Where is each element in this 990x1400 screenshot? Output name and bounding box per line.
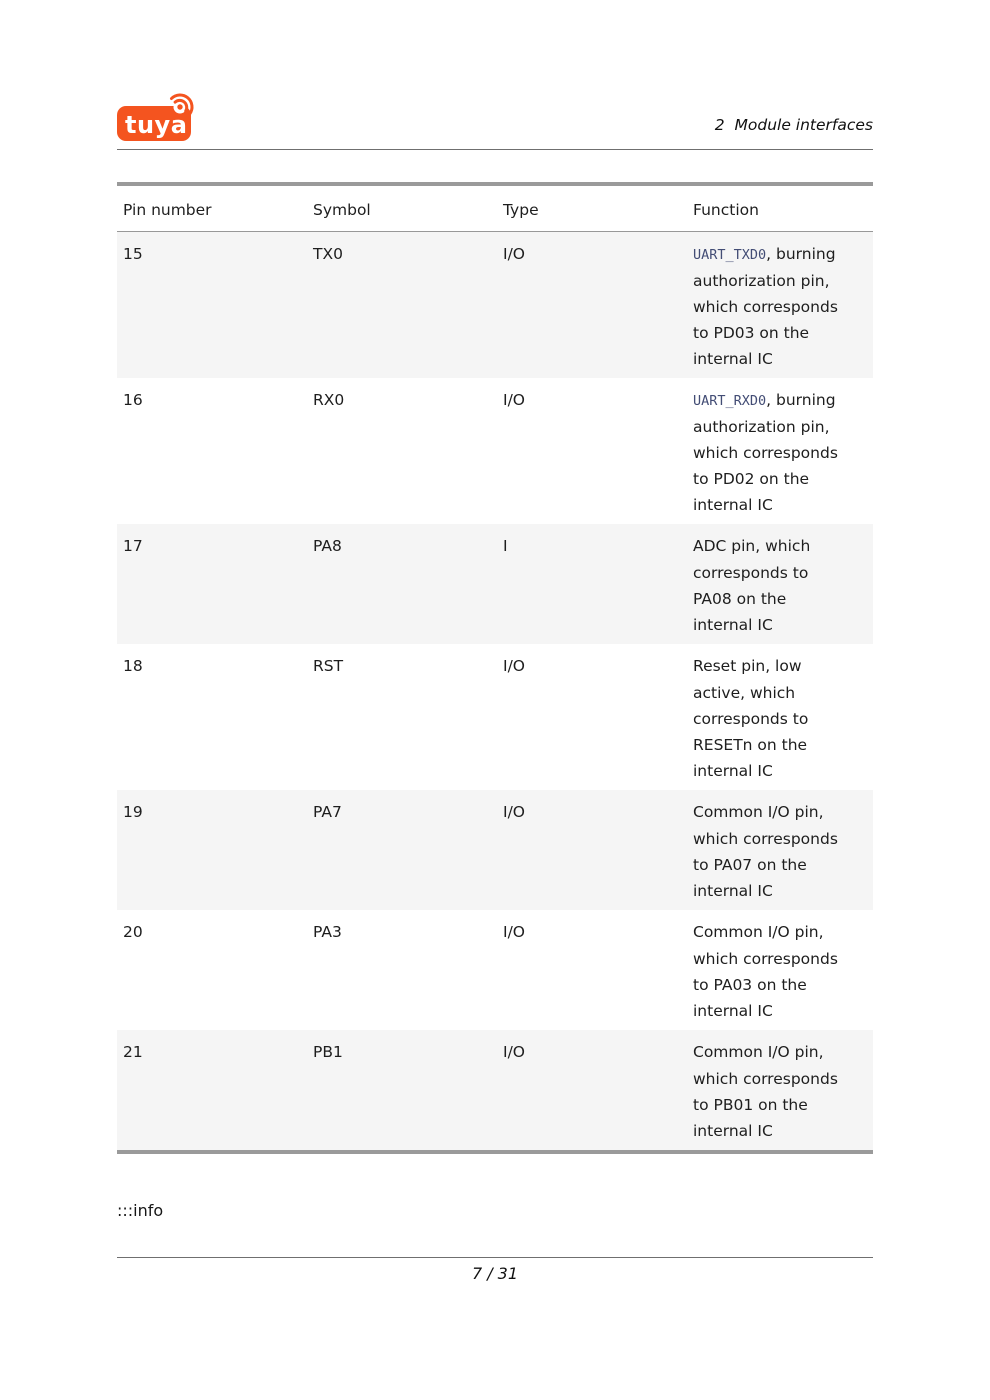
header-row <box>117 184 873 232</box>
function-text: Reset pin, low active, which corresponds to RESETn on the internal IC <box>693 657 809 780</box>
logo-wordmark: tuya <box>125 111 188 139</box>
pin-definition-table <box>117 182 873 1154</box>
tuya-logo <box>117 96 199 142</box>
type-cell: I/O <box>503 391 525 409</box>
type-cell: I <box>503 537 508 555</box>
table-row-pin-16 <box>117 378 873 524</box>
code-span: UART_TXD0 <box>693 247 767 263</box>
symbol-cell: RST <box>313 657 344 675</box>
type-cell: I/O <box>503 657 525 675</box>
column-header-function: Function <box>687 184 873 232</box>
document-header <box>117 0 873 150</box>
pin-cell: 21 <box>123 1043 143 1061</box>
pin-cell: 20 <box>123 923 143 941</box>
function-cell <box>687 1030 873 1152</box>
symbol-cell: TX0 <box>313 245 343 263</box>
column-header-type: Type <box>497 184 687 232</box>
symbol-cell: PA8 <box>313 537 342 555</box>
table-body <box>117 232 873 1153</box>
table-row-pin-21 <box>117 1030 873 1152</box>
function-text: , burning authorization pin, which corresponds to PD02 on the internal IC <box>693 391 838 514</box>
symbol-cell: PB1 <box>313 1043 343 1061</box>
page-footer <box>117 1257 873 1283</box>
function-text: Common I/O pin, which corresponds to PA03 on the internal IC <box>693 923 838 1020</box>
type-cell: I/O <box>503 923 525 941</box>
function-text: ADC pin, which corresponds to PA08 on the internal IC <box>693 537 811 634</box>
function-text: Common I/O pin, which corresponds to PA07 on the internal IC <box>693 803 838 900</box>
symbol-cell: PA3 <box>313 923 342 941</box>
pin-cell: 19 <box>123 803 143 821</box>
header-row <box>117 96 873 150</box>
function-cell <box>687 910 873 1030</box>
table-row-pin-20 <box>117 910 873 1030</box>
table-row-pin-15 <box>117 232 873 379</box>
code-span: UART_RXD0 <box>693 393 767 409</box>
pin-cell: 15 <box>123 245 143 263</box>
column-header-pin-number: Pin number <box>117 184 307 232</box>
column-header-symbol: Symbol <box>307 184 497 232</box>
function-cell <box>687 524 873 644</box>
pin-cell: 18 <box>123 657 143 675</box>
function-cell <box>687 644 873 790</box>
type-cell: I/O <box>503 803 525 821</box>
function-cell <box>687 378 873 524</box>
pin-cell: 16 <box>123 391 143 409</box>
symbol-cell: PA7 <box>313 803 342 821</box>
type-cell: I/O <box>503 245 525 263</box>
function-text: , burning authorization pin, which corresponds to PD03 on the internal IC <box>693 245 838 368</box>
function-cell <box>687 232 873 379</box>
wifi-signal-icon <box>177 104 182 109</box>
info-marker: :::info <box>117 1201 164 1220</box>
function-cell <box>687 790 873 910</box>
table-row-pin-19 <box>117 790 873 910</box>
type-cell: I/O <box>503 1043 525 1061</box>
function-text: Common I/O pin, which corresponds to PB01 on the internal IC <box>693 1043 838 1140</box>
table-row-pin-18 <box>117 644 873 790</box>
pin-cell: 17 <box>123 537 143 555</box>
symbol-cell: RX0 <box>313 391 345 409</box>
table-row-pin-17 <box>117 524 873 644</box>
table-header <box>117 184 873 232</box>
page-number: 7 / 31 <box>471 1264 519 1283</box>
section-title: 2 Module interfaces <box>714 116 873 134</box>
